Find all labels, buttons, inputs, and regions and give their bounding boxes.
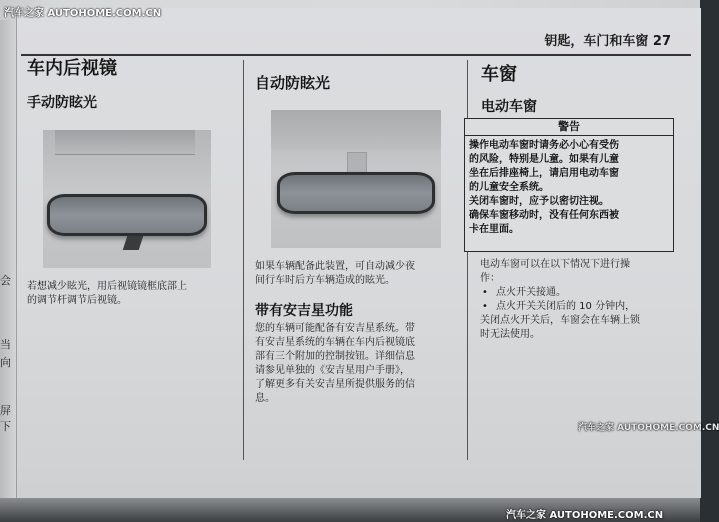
section-heading-windows: 车窗 xyxy=(481,64,517,85)
text-line: 您的车辆可能配备有安吉星系统。带 xyxy=(255,323,415,334)
warning-title: 警告 xyxy=(465,119,673,136)
warning-body xyxy=(465,136,673,240)
margin-glyph: 向 xyxy=(0,356,11,369)
text-line: 作： xyxy=(480,273,500,284)
rearview-mirror-icon xyxy=(47,194,207,236)
header-rule xyxy=(21,54,691,56)
watermark-bottom-right: 汽车之家 AUTOHOME.COM.CN xyxy=(506,510,664,521)
paragraph-window-operation xyxy=(480,258,680,342)
watermark-right: 汽车之家 AUTOHOME.COM.CN xyxy=(578,423,719,433)
page-header-title: 钥匙，车门和车窗 27 xyxy=(544,34,671,49)
previous-page-edge xyxy=(0,20,17,500)
text-line: 请参见单独的《安吉星用户手册》， xyxy=(255,365,410,376)
text-line: 息。 xyxy=(255,393,275,404)
text-line: 了解更多有关安吉星所提供服务的信 xyxy=(255,379,415,390)
paragraph-onstar xyxy=(255,322,465,406)
warning-line: 确保车窗移动时，没有任何东西被 xyxy=(469,210,619,221)
warning-line: 坐在后排座椅上，请启用电动车窗 xyxy=(469,168,619,179)
text-line: 若想减少眩光，用后视镜镜框底部上 xyxy=(27,281,187,292)
text-line: 时无法使用。 xyxy=(480,329,540,340)
paragraph-manual-antiglare xyxy=(27,280,239,308)
text-line: 如果车辆配备此装置，可自动减少夜 xyxy=(255,261,415,272)
manual-mirror-photo xyxy=(43,130,211,268)
auto-mirror-photo xyxy=(271,110,441,248)
paragraph-auto-antiglare xyxy=(255,260,465,288)
mirror-mount xyxy=(347,152,367,174)
subheading-manual-antiglare: 手动防眩光 xyxy=(27,95,97,111)
margin-glyph: 当 xyxy=(0,338,11,351)
adjust-lever-icon xyxy=(123,236,144,250)
watermark-top-left: 汽车之家 AUTOHOME.COM.CN xyxy=(4,8,162,19)
warning-box xyxy=(464,118,674,252)
subheading-power-windows: 电动车窗 xyxy=(481,99,537,115)
margin-glyph: 下 xyxy=(0,420,11,433)
warning-line: 的儿童安全系统。 xyxy=(469,182,549,193)
headliner xyxy=(55,130,195,155)
subheading-onstar: 带有安吉星功能 xyxy=(255,303,353,319)
auto-dimming-mirror-icon xyxy=(277,172,435,214)
bullet-item xyxy=(480,286,680,300)
bullet-text: 点火开关接通。 xyxy=(496,287,566,298)
margin-glyph: 会 xyxy=(0,274,11,287)
text-line: 的调节杆调节后视镜。 xyxy=(27,295,127,306)
text-line: 有安吉星系统的车辆在车内后视镜底 xyxy=(255,337,415,348)
bullet-icon: • xyxy=(482,287,488,298)
bullet-item xyxy=(480,300,680,314)
text-line: 电动车窗可以在以下情况下进行操 xyxy=(480,259,630,270)
bullet-icon: • xyxy=(482,301,488,312)
margin-glyph: 屏 xyxy=(0,404,11,417)
bullet-text: 点火开关关闭后的 10 分钟内， xyxy=(496,301,636,312)
warning-line: 操作电动车窗时请务必小心有受伤 xyxy=(469,140,619,151)
warning-line: 卡在里面。 xyxy=(469,224,519,235)
text-line: 部有三个附加的控制按钮。详细信息 xyxy=(255,351,415,362)
warning-line: 的风险，特别是儿童。如果有儿童 xyxy=(469,154,619,165)
text-line: 关闭点火开关后，车窗会在车辆上锁 xyxy=(480,315,640,326)
text-line: 间行车时后方车辆造成的眩光。 xyxy=(255,275,395,286)
section-heading-rearview-mirror: 车内后视镜 xyxy=(27,58,117,79)
warning-line: 关闭车窗时，应予以密切注视。 xyxy=(469,196,609,207)
column-divider xyxy=(243,60,244,460)
subheading-auto-antiglare: 自动防眩光 xyxy=(255,74,331,92)
headliner xyxy=(271,110,441,150)
